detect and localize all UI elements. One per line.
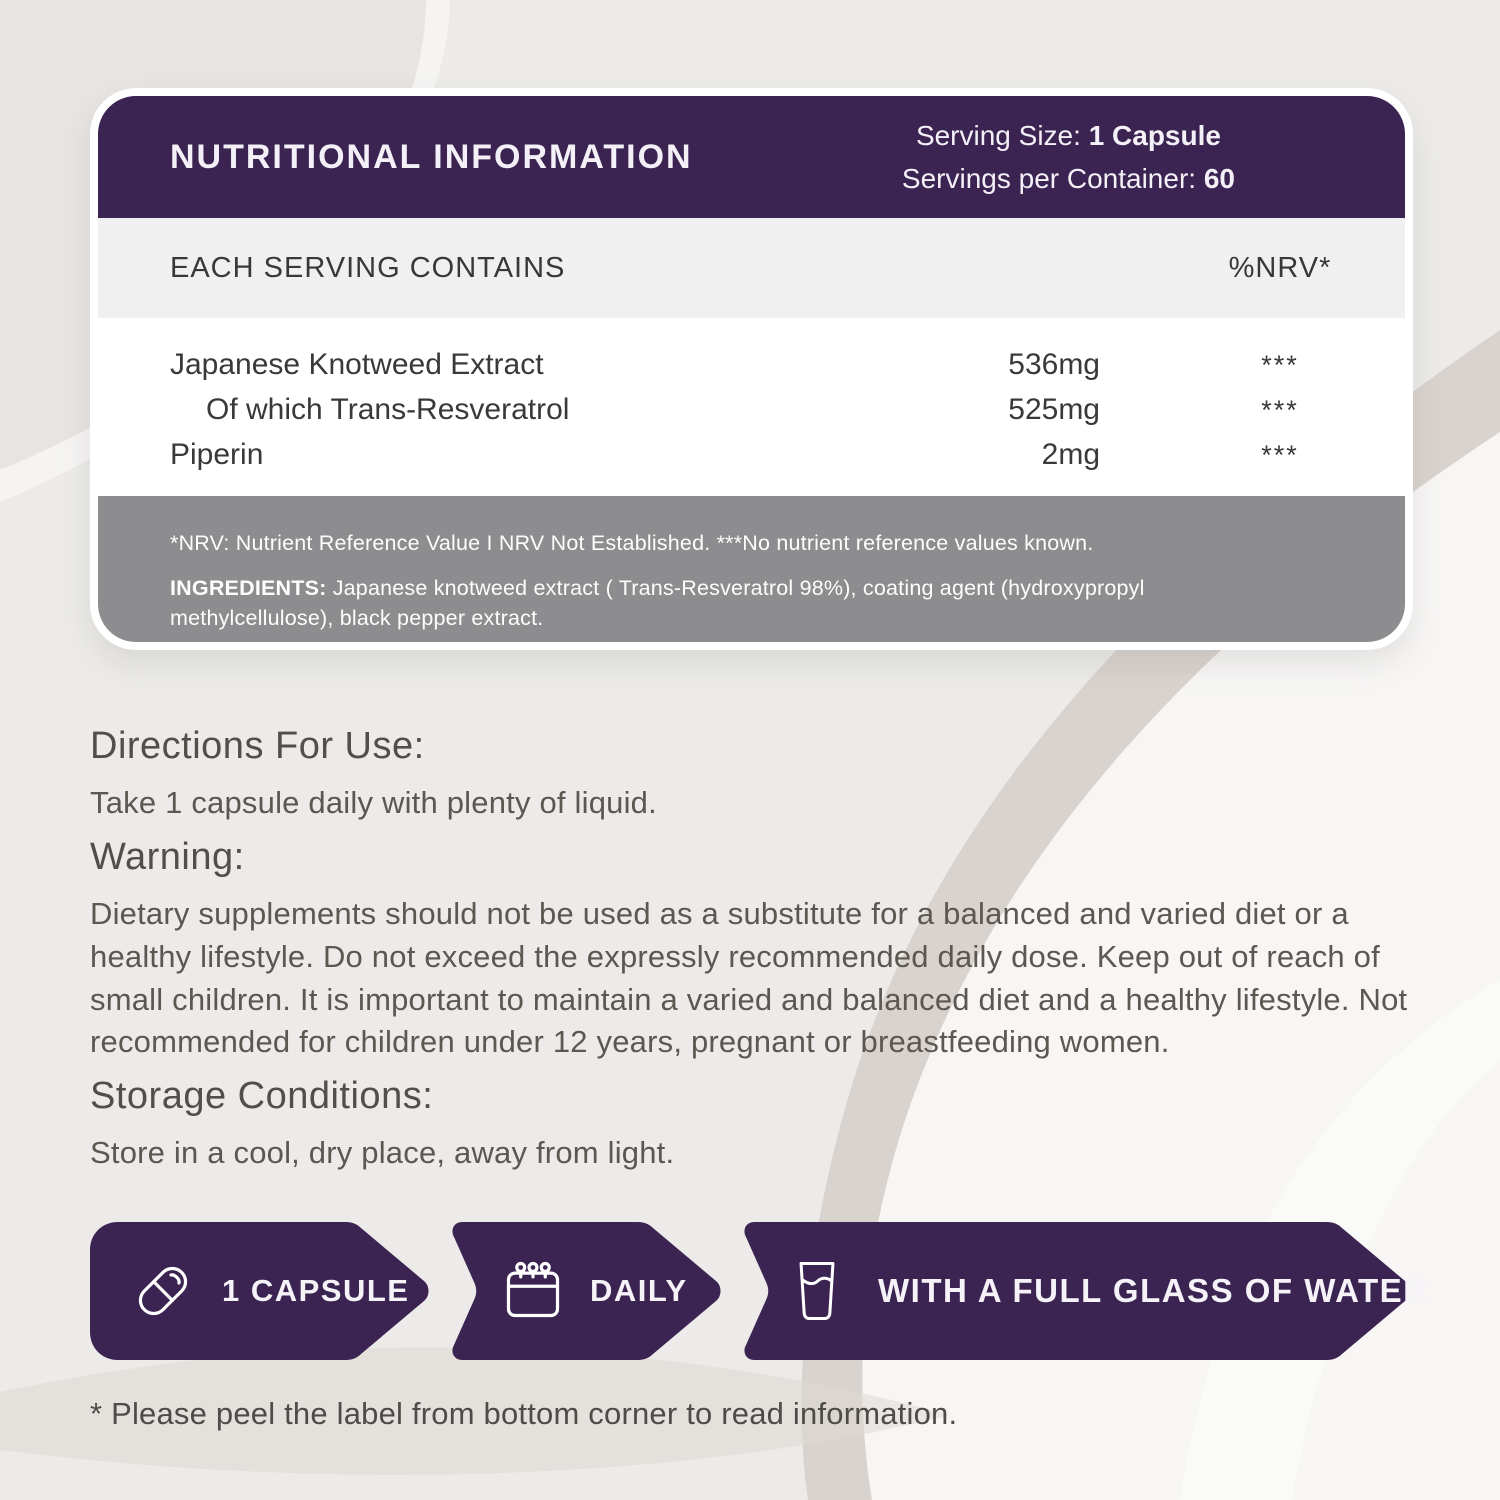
storage-section	[90, 1075, 1420, 1175]
table-row: Japanese Knotweed Extract 536mg ***	[170, 348, 1299, 381]
banner-capsule	[90, 1222, 432, 1360]
usage-banner-row	[90, 1222, 1429, 1360]
banner-daily	[446, 1222, 724, 1360]
panel-header	[98, 96, 1405, 218]
storage-heading: Storage Conditions:	[90, 1075, 434, 1117]
warning-text: Dietary supplements should not be used as a substitute for a balanced and varied diet or a healthy lifestyle. Do not exceed the expressly recommended daily dose. Keep out of reach of small children. It is important to maintain a varied and balanced diet and a healthy lifestyle. Not recommended for children under 12 years, pregnant or breastfeeding women.	[90, 896, 1408, 1060]
servings-per-container-line: Servings per Container: 60	[901, 163, 1235, 194]
serving-size-line: Serving Size: 1 Capsule	[915, 119, 1221, 151]
column-nrv: %NRV*	[1228, 251, 1332, 284]
calendar-icon	[500, 1258, 566, 1324]
warning-heading: Warning:	[90, 836, 245, 878]
panel-footnotes	[98, 496, 1405, 650]
directions-section	[90, 725, 1420, 825]
banner-daily-label: DAILY	[590, 1273, 688, 1308]
panel-title: NUTRITIONAL INFORMATION	[170, 137, 693, 176]
ingredients-line: INGREDIENTS: Japanese knotweed extract ( Trans-Resveratrol 98%), coating agent (hydroxypropyl methylcellulose), black pepper extract.	[170, 575, 1145, 631]
water-glass-icon	[786, 1257, 848, 1325]
storage-text: Store in a cool, dry place, away from light.	[90, 1135, 675, 1170]
nrv-footnote: *NRV: Nutrient Reference Value I NRV Not Established. ***No nutrient reference values known.	[170, 531, 1094, 555]
banner-water	[738, 1222, 1429, 1360]
table-body	[98, 318, 1405, 496]
table-row: Piperin 2mg ***	[170, 438, 1299, 471]
directions-heading: Directions For Use:	[90, 725, 425, 767]
column-ingredient: EACH SERVING CONTAINS	[170, 251, 566, 284]
serving-info	[902, 114, 1235, 201]
peel-label-note: * Please peel the label from bottom corner to read information.	[90, 1396, 958, 1431]
warning-section	[90, 836, 1420, 1064]
table-row: Of which Trans-Resveratrol 525mg ***	[206, 393, 1299, 426]
directions-text: Take 1 capsule daily with plenty of liquid.	[90, 785, 657, 820]
banner-capsule-label: 1 CAPSULE	[222, 1273, 410, 1308]
capsule-icon	[130, 1258, 196, 1324]
nutrition-panel	[90, 88, 1413, 650]
banner-water-label: WITH A FULL GLASS OF WATER	[878, 1272, 1429, 1309]
table-header-row	[98, 218, 1405, 318]
